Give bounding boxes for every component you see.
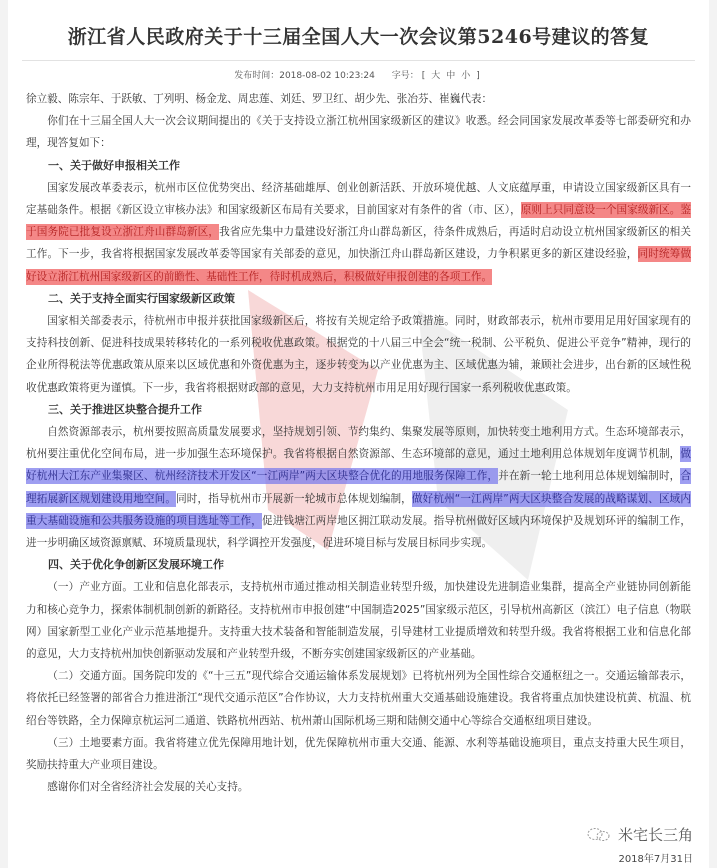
wechat-brand-watermark	[586, 824, 693, 845]
publish-time: 2018-08-02 10:23:24	[279, 71, 375, 81]
page-title: 浙江省人民政府关于十三届全国人大一次会议第5246号建议的答复	[67, 26, 650, 48]
font-size-medium-link[interactable]: 中	[446, 71, 456, 81]
font-size-label: 字号：	[391, 71, 419, 81]
highlight-blue: 做好杭州大江东产业集聚区、杭州经济技术开发区“一江两岸”两大区块整合优化的用地服务保障工作，	[26, 448, 691, 483]
article-body	[26, 88, 691, 799]
highlight-blue: 合理拓展新区规划建设用地空间。	[26, 470, 691, 505]
highlight-red: 同时统筹做好设立浙江杭州国家级新区的前瞻性、基础性工作，待时机成熟后，积极做好申报创建的各项工作。	[26, 248, 692, 283]
title-divider	[22, 60, 695, 61]
closing-line: 感谢你们对全省经济社会发展的关心支持。	[47, 781, 249, 794]
highlight-blue: 做好杭州“一江两岸”两大区块整合发展的战略谋划、区域内重大基础设施和公共服务设施的项目选址等工作，	[26, 492, 691, 527]
publish-label: 发布时间：	[234, 71, 280, 81]
section-4-heading: 四、关于优化争创新区发展环境工作	[48, 558, 224, 572]
section-4-item-industry: （一）产业方面。工业和信息化部表示，支持杭州市通过推动相关制造业转型升级，加快建设先进制造业集群，提高全产业链协同创新能力和核心竞争力，探索体制机制创新的新路径。支持杭州市申报创建“中国制造2025”国家级示范区，引导杭州高新区（滨江）电子信息（物联网）国家新型工业化产业示范基地提升。支持重大技术装备和智能制造发展，引导建材工业提质增效和转型升级。我省将根据工业和信息化部的意见，大力支持杭州加快创新驱动发展和产业转型升级，不断夯实创建国家级新区的产业基础。	[26, 581, 691, 661]
text-run: 同时，指导杭州市开展新一轮城市总体规划编制，	[176, 492, 412, 505]
section-3-heading: 三、关于推进区块整合提升工作	[48, 402, 202, 416]
signature-date: 2018年7月31日	[618, 854, 693, 865]
brand-name: 米宅长三角	[617, 826, 693, 844]
highlight-red: 原则上只同意设一个国家级新区。鉴于国务院已批复设立浙江舟山群岛新区，	[26, 204, 691, 239]
font-size-small-link[interactable]: 小	[461, 71, 471, 81]
text-run: 并在新一轮土地利用总体规划编制时，	[498, 470, 681, 483]
section-1-heading: 一、关于做好申报相关工作	[48, 158, 180, 172]
font-size-large-link[interactable]: 大	[431, 71, 441, 81]
section-2-heading: 二、关于支持全面实行国家级新区政策	[48, 291, 235, 305]
wechat-icon	[586, 827, 612, 843]
article-meta	[8, 68, 709, 81]
section-4-item-land: （三）土地要素方面。我省将建立优先保障用地计划，优先保障杭州市重大交通、能源、水利等基础设施项目，重点支持重大民生项目，奖励扶持重大产业项目建设。	[26, 736, 691, 772]
bracket-close: ]	[476, 71, 480, 81]
section-3-paragraph	[26, 421, 691, 554]
text-run: 促进钱塘江两岸地区拥江联动发展。指导杭州做好区域内环境保护及规划环评的编制工作，进一步明确区域资源禀赋、环境质量现状，科学调控开发强度，促进环境目标与发展目标同步实现。	[26, 514, 691, 550]
salutation: 徐立毅、陈宗年、于跃敏、丁列明、杨金龙、周忠莲、刘廷、罗卫红、胡少先、张冶芬、崔巍代表：	[26, 93, 493, 105]
intro-paragraph: 你们在十三届全国人大一次会议期间提出的《关于支持设立浙江杭州国家级新区的建议》收悉。经会同国家发展改革委等七部委研究和办理，现答复如下：	[26, 115, 691, 150]
text-run: 国家发展改革委表示，杭州市区位优势突出、经济基础雄厚、创业创新活跃、开放环境优越、人文底蕴厚重，申请设立国家级新区具有一定基础条件。根据《新区设立审核办法》和国家级新区布局有关要求，目前国家对有条件的省（市、区），	[26, 181, 691, 217]
text-run: 自然资源部表示，杭州要按照高质量发展要求，坚持规划引领、节约集约、集聚发展等原则，加快转变土地利用方式。生态环境部表示，杭州要注重优化空间布局，进一步加强生态环境保护。我省将根据自然资源部、生态环境部的意见，通过土地利用总体规划年度调节机制，	[26, 426, 691, 461]
section-1-paragraph	[26, 177, 691, 288]
text-run: 我省应先集中力量建设好浙江舟山群岛新区，待条件成熟后，再适时启动设立杭州国家级新区的相关工作。下一步，我省将根据国家发展改革委等国家有关部委的意见，加快浙江舟山群岛新区建设，力争积累更多的新区建设经验，	[26, 226, 692, 261]
font-size-control	[392, 71, 483, 81]
document-page	[8, 0, 709, 868]
section-4-item-transport: （二）交通方面。国务院印发的《“十三五”现代综合交通运输体系发展规划》已将杭州列为全国性综合交通枢纽之一。交通运输部表示，将依托已经签署的部省合力推进浙江“现代交通示范区”合作协议，大力支持杭州重大交通基础设施建设。我省将重点加快建设杭黄、杭温、杭绍台等铁路，全力保障京杭运河二通道、铁路杭州西站、杭州萧山国际机场三期和陆侧交通中心等综合交通枢纽项目建设。	[26, 670, 691, 727]
bracket-open: [	[421, 71, 426, 81]
section-2-paragraph: 国家相关部委表示，待杭州市申报并获批国家级新区后，将按有关规定给予政策措施。同时，财政部表示，杭州市要用足用好国家现有的支持科技创新、促进科技成果转移转化的一系列税收优惠政策。根据党的十八届三中全会“统一税制、公平税负、促进公平竞争”精神，现行的企业所得税法等优惠政策从原来以区域优惠和外资优惠为主，逐步转变为以产业优惠为主、区域优惠为辅，兼顾社会进步，出台新的区域性税收优惠政策将更为谨慎。下一步，我省将根据财政部的意见，大力支持杭州市用足用好现行国家一系列税收优惠政策。	[26, 315, 691, 394]
